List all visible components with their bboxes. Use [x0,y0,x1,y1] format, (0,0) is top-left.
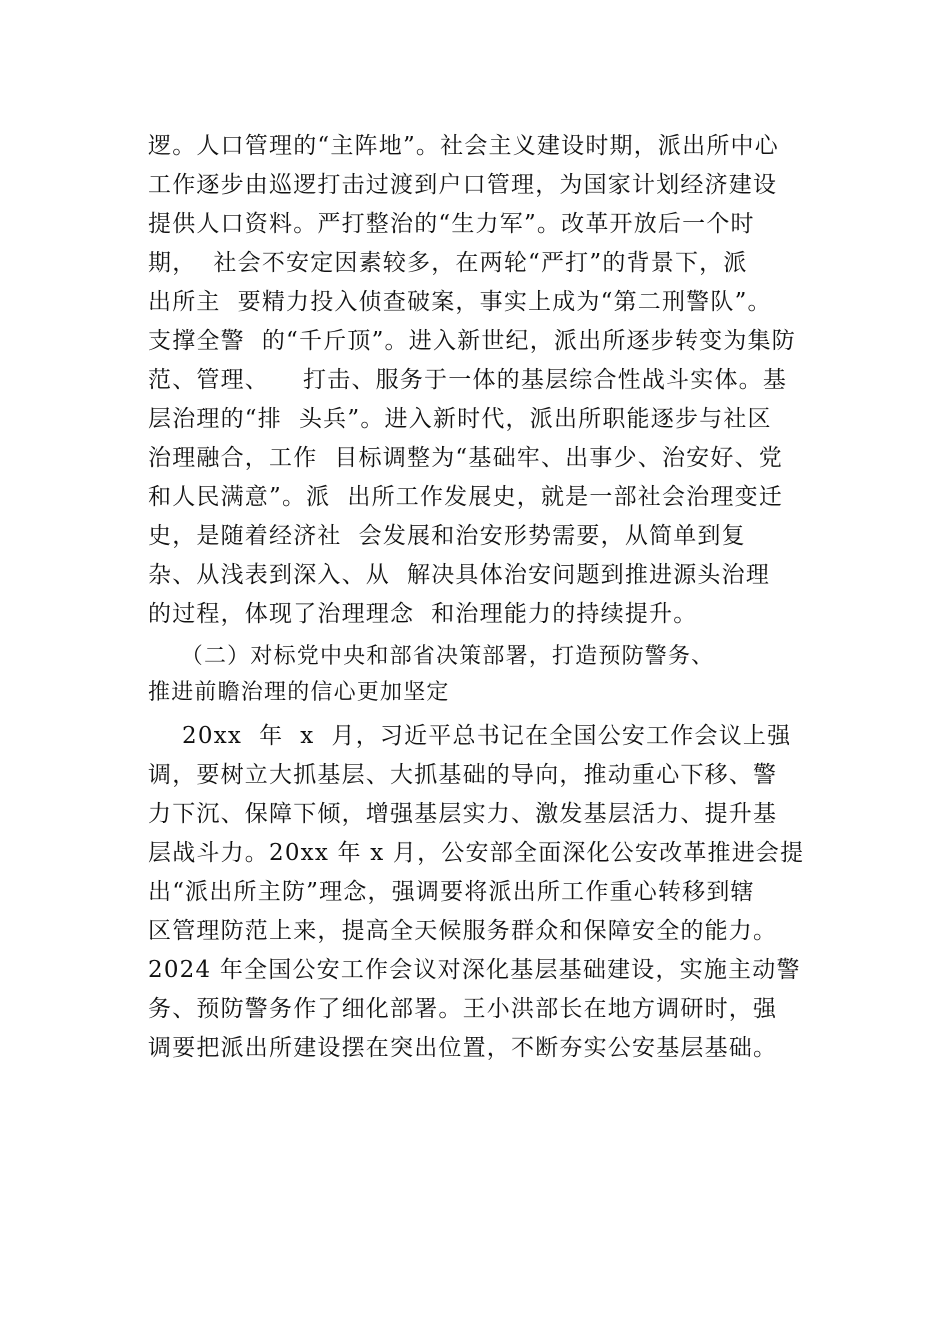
text-line: 2024 年全国公安工作会议对深化基层基础建设，实施主动警 [148,957,801,983]
text-line: 力下沉、保障下倾，增强基层实力、激发基层活力、提升基 [148,801,778,827]
text-line: 治理融合，工作 目标调整为“基础牢、出事少、治安好、党 [148,445,783,471]
text-line: 出所主 要精力投入侦查破案，事实上成为“第二刑警队”。 [148,289,772,315]
text-line: 提供人口资料。严打整治的“生力军”。改革开放后一个时 [148,211,755,237]
text-line: 和人民满意”。派 出所工作发展史，就是一部社会治理变迁 [148,484,783,510]
text-line: 调，要树立大抓基层、大抓基础的导向，推动重心下移、警 [148,762,778,788]
text-line: 层战斗力。20xx 年 x 月，公安部全面深化公安改革推进会提 [148,840,805,866]
text-line: 出“派出所主防”理念，强调要将派出所工作重心转移到辖 [148,879,755,905]
text-line: 支撑全警 的“千斤顶”。进入新世纪，派出所逐步转变为集防 [148,328,796,354]
text-line: 逻。人口管理的“主阵地”。社会主义建设时期，派出所中心 [148,133,779,159]
heading-line: 推进前瞻治理的信心更加坚定 [148,680,450,705]
text-line: 史，是随着经济社 会发展和治安形势需要，从简单到复 [148,523,746,549]
text-line: 务、预防警务作了细化部署。王小洪部长在地方调研时，强 [148,996,778,1022]
text-line: 期， 社会不安定因素较多，在两轮“严打”的背景下，派 [148,250,748,276]
text-line: 调要把派出所建设摆在突出位置，不断夯实公安基层基础。 [148,1035,778,1061]
text-line: 工作逐步由巡逻打击过渡到户口管理，为国家计划经济建设 [148,172,778,198]
text-line: 杂、从浅表到深入、从 解决具体治安问题到推进源头治理 [148,562,771,588]
text-line: 区管理防范上来，提高全天候服务群众和保障安全的能力。 [148,918,778,944]
heading-line: （二）对标党中央和部省决策部署，打造预防警务、 [148,644,715,669]
text-line: 20xx 年 x 月，习近平总书记在全国公安工作会议上强 [148,723,792,749]
text-line: 的过程，体现了治理理念 和治理能力的持续提升。 [148,601,698,627]
text-line: 范、管理、 打击、服务于一体的基层综合性战斗实体。基 [148,367,788,393]
text-line: 层治理的“排 头兵”。进入新时代，派出所职能逐步与社区 [148,406,772,432]
